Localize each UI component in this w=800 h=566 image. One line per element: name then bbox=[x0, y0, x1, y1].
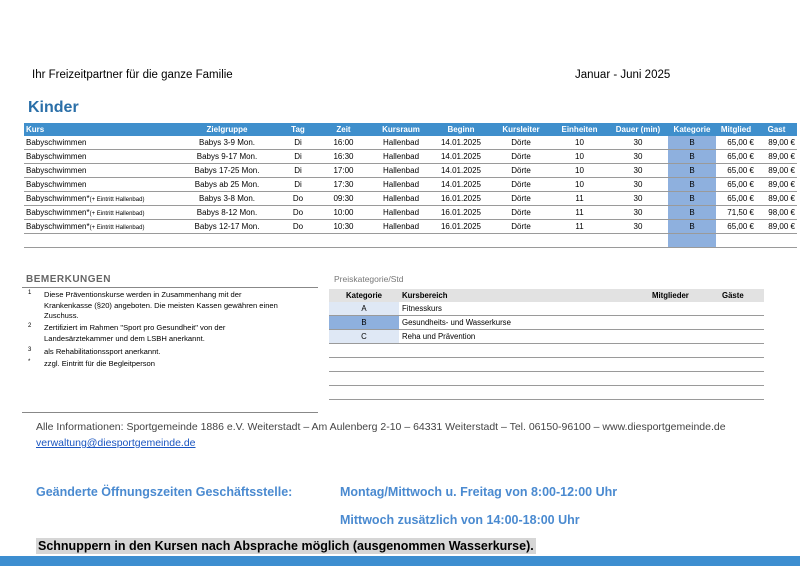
col-header-zielgruppe: Zielgruppe bbox=[174, 123, 280, 136]
cell-zeit: 09:30 bbox=[316, 192, 371, 206]
course-name: Babyschwimmen bbox=[26, 138, 87, 147]
cell-dauer: 30 bbox=[608, 136, 668, 150]
price-cell-empty bbox=[649, 358, 719, 372]
cell-raum: Hallenbad bbox=[371, 150, 431, 164]
cell-beginn: 14.01.2025 bbox=[431, 164, 491, 178]
col-header-kurs: Kurs bbox=[24, 123, 174, 136]
cell-ziel: Babys 9-17 Mon. bbox=[174, 150, 280, 164]
cell-einheiten: 10 bbox=[551, 164, 608, 178]
cell-kurs bbox=[24, 178, 174, 192]
price-header-kursbereich: Kursbereich bbox=[399, 289, 649, 302]
cell-kurs bbox=[24, 192, 174, 206]
cell-tag: Di bbox=[280, 150, 316, 164]
cell-dauer: 30 bbox=[608, 178, 668, 192]
price-cell-empty bbox=[329, 386, 399, 400]
price-cell-bereich: Gesundheits- und Wasserkurse bbox=[399, 316, 649, 330]
cell-zeit: 10:30 bbox=[316, 220, 371, 234]
remark-note bbox=[28, 359, 312, 370]
cell-kurs bbox=[24, 220, 174, 234]
cell-gast: 98,00 € bbox=[756, 206, 797, 220]
table-row bbox=[24, 206, 797, 220]
cell-einheiten: 10 bbox=[551, 178, 608, 192]
cell-empty bbox=[491, 234, 551, 248]
price-cell-empty bbox=[649, 344, 719, 358]
price-cell-gaeste bbox=[719, 302, 764, 316]
remark-line: zzgl. Eintritt für die Begleitperson bbox=[44, 359, 156, 368]
table-row bbox=[24, 164, 797, 178]
price-cell-empty bbox=[329, 372, 399, 386]
cell-tag: Di bbox=[280, 178, 316, 192]
price-cell-gaeste bbox=[719, 330, 764, 344]
remark-line: Zuschuss. bbox=[44, 311, 79, 320]
price-cell-empty bbox=[329, 358, 399, 372]
price-cell-empty bbox=[649, 386, 719, 400]
price-row bbox=[329, 302, 764, 316]
cell-tag: Do bbox=[280, 192, 316, 206]
remarks-title: BEMERKUNGEN bbox=[26, 274, 111, 285]
cell-raum: Hallenbad bbox=[371, 164, 431, 178]
cell-beginn: 16.01.2025 bbox=[431, 220, 491, 234]
cell-dauer: 30 bbox=[608, 220, 668, 234]
col-header-kursleiter: Kursleiter bbox=[491, 123, 551, 136]
cell-kategorie: B bbox=[668, 164, 716, 178]
price-cell-bereich: Reha und Prävention bbox=[399, 330, 649, 344]
price-cell-empty bbox=[719, 358, 764, 372]
remark-line: Landesärztekammer und dem LSBH anerkannt. bbox=[44, 333, 205, 343]
price-row-empty bbox=[329, 372, 764, 386]
cell-einheiten: 10 bbox=[551, 150, 608, 164]
cell-empty bbox=[608, 234, 668, 248]
price-cell-empty bbox=[399, 372, 649, 386]
office-hours-line1: Montag/Mittwoch u. Freitag von 8:00-12:00 Uhr bbox=[340, 485, 618, 499]
cell-einheiten: 11 bbox=[551, 220, 608, 234]
cell-tag: Do bbox=[280, 206, 316, 220]
cell-kategorie: B bbox=[668, 220, 716, 234]
cell-leiter: Dörte bbox=[491, 206, 551, 220]
col-header-gast: Gast bbox=[756, 123, 797, 136]
cell-empty bbox=[280, 234, 316, 248]
cell-tag: Di bbox=[280, 164, 316, 178]
header-tagline: Ihr Freizeitpartner für die ganze Familie bbox=[32, 69, 233, 81]
cell-zeit: 16:30 bbox=[316, 150, 371, 164]
course-name: Babyschwimmen bbox=[26, 180, 87, 189]
email-link[interactable]: verwaltung@diesportgemeinde.de bbox=[36, 437, 196, 449]
price-row-empty bbox=[329, 386, 764, 400]
cell-raum: Hallenbad bbox=[371, 220, 431, 234]
course-note: (+ Eintritt Hallenbad) bbox=[89, 225, 145, 231]
cell-empty bbox=[371, 234, 431, 248]
price-cell-mitglieder bbox=[649, 302, 719, 316]
price-row-empty bbox=[329, 358, 764, 372]
cell-gast: 89,00 € bbox=[756, 136, 797, 150]
section-title: Kinder bbox=[28, 99, 79, 116]
cell-zeit: 16:00 bbox=[316, 136, 371, 150]
col-header-mitglied: Mitglied bbox=[716, 123, 756, 136]
cell-mitglied: 65,00 € bbox=[716, 178, 756, 192]
remark-marker: 3 bbox=[28, 347, 32, 353]
cell-empty bbox=[24, 234, 174, 248]
price-cell-empty bbox=[719, 372, 764, 386]
cell-einheiten: 11 bbox=[551, 192, 608, 206]
col-header-kursraum: Kursraum bbox=[371, 123, 431, 136]
table-row bbox=[24, 136, 797, 150]
header-period: Januar - Juni 2025 bbox=[575, 69, 671, 81]
cell-empty bbox=[174, 234, 280, 248]
cell-tag: Di bbox=[280, 136, 316, 150]
cell-gast: 89,00 € bbox=[756, 192, 797, 206]
col-header-beginn: Beginn bbox=[431, 123, 491, 136]
cell-kategorie: B bbox=[668, 178, 716, 192]
remark-line: Krankenkasse (§20) angeboten. Die meisten Kassen gewähren einen bbox=[44, 300, 278, 310]
cell-dauer: 30 bbox=[608, 164, 668, 178]
cell-kategorie: B bbox=[668, 206, 716, 220]
price-header-kategorie: Kategorie bbox=[329, 289, 399, 302]
remark-line: als Rehabilitationssport anerkannt. bbox=[44, 347, 161, 356]
cell-raum: Hallenbad bbox=[371, 136, 431, 150]
price-cell-mitglieder bbox=[649, 316, 719, 330]
cell-mitglied: 65,00 € bbox=[716, 192, 756, 206]
courses-header-row bbox=[24, 123, 797, 136]
cell-beginn: 14.01.2025 bbox=[431, 136, 491, 150]
courses-table bbox=[24, 123, 797, 248]
col-header-kategorie: Kategorie bbox=[668, 123, 716, 136]
price-title: Preiskategorie/Std bbox=[334, 274, 404, 284]
price-cell-empty bbox=[399, 386, 649, 400]
table-row-empty bbox=[24, 234, 797, 248]
price-cell-kategorie: C bbox=[329, 330, 399, 344]
contact-info: Alle Informationen: Sportgemeinde 1886 e.V. Weiterstadt – Am Aulenberg 2-10 – 64331 Weiterstadt – Tel. 06150-96100 – www.diesportgemeinde.de bbox=[36, 421, 726, 433]
bottom-bar bbox=[0, 556, 800, 566]
cell-kurs bbox=[24, 136, 174, 150]
price-row bbox=[329, 330, 764, 344]
cell-kategorie: B bbox=[668, 136, 716, 150]
remark-note bbox=[28, 347, 312, 358]
col-header-tag: Tag bbox=[280, 123, 316, 136]
price-cell-empty bbox=[329, 344, 399, 358]
cell-raum: Hallenbad bbox=[371, 192, 431, 206]
office-hours-label: Geänderte Öffnungszeiten Geschäftsstelle: bbox=[36, 485, 293, 499]
remark-line: Diese Präventionskurse werden in Zusammenhang mit der bbox=[44, 290, 242, 299]
col-header-dauer: Dauer (min) bbox=[608, 123, 668, 136]
table-row bbox=[24, 178, 797, 192]
course-name: Babyschwimmen* bbox=[26, 194, 90, 203]
price-cell-empty bbox=[399, 344, 649, 358]
cell-ziel: Babys ab 25 Mon. bbox=[174, 178, 280, 192]
cell-kurs bbox=[24, 150, 174, 164]
course-note: (+ Eintritt Hallenbad) bbox=[89, 197, 145, 203]
price-cell-mitglieder bbox=[649, 330, 719, 344]
cell-tag: Do bbox=[280, 220, 316, 234]
cell-raum: Hallenbad bbox=[371, 178, 431, 192]
col-header-zeit: Zeit bbox=[316, 123, 371, 136]
price-cell-gaeste bbox=[719, 316, 764, 330]
cell-beginn: 16.01.2025 bbox=[431, 206, 491, 220]
cell-ziel: Babys 3-9 Mon. bbox=[174, 136, 280, 150]
cell-mitglied: 65,00 € bbox=[716, 164, 756, 178]
cell-zeit: 17:30 bbox=[316, 178, 371, 192]
remark-line: Zertifiziert im Rahmen "Sport pro Gesundheit" von der bbox=[44, 323, 226, 332]
course-name: Babyschwimmen* bbox=[26, 208, 90, 217]
cell-leiter: Dörte bbox=[491, 150, 551, 164]
cell-empty bbox=[716, 234, 756, 248]
cell-gast: 89,00 € bbox=[756, 220, 797, 234]
cell-empty bbox=[316, 234, 371, 248]
trial-note: Schnuppern in den Kursen nach Absprache möglich (ausgenommen Wasserkurse). bbox=[38, 539, 534, 553]
price-cell-kategorie: B bbox=[329, 316, 399, 330]
remark-note bbox=[28, 323, 312, 344]
price-cell-kategorie: A bbox=[329, 302, 399, 316]
remark-marker: 1 bbox=[28, 290, 32, 296]
table-row bbox=[24, 220, 797, 234]
course-name: Babyschwimmen bbox=[26, 166, 87, 175]
price-row bbox=[329, 316, 764, 330]
cell-gast: 89,00 € bbox=[756, 164, 797, 178]
cell-empty bbox=[551, 234, 608, 248]
office-hours-line2: Mittwoch zusätzlich von 14:00-18:00 Uhr bbox=[340, 513, 580, 527]
cell-mitglied: 65,00 € bbox=[716, 220, 756, 234]
remark-marker: * bbox=[28, 359, 31, 365]
cell-kategorie: B bbox=[668, 192, 716, 206]
cell-kurs bbox=[24, 164, 174, 178]
cell-mitglied: 65,00 € bbox=[716, 136, 756, 150]
price-cell-empty bbox=[399, 358, 649, 372]
cell-einheiten: 11 bbox=[551, 206, 608, 220]
cell-leiter: Dörte bbox=[491, 164, 551, 178]
cell-beginn: 14.01.2025 bbox=[431, 178, 491, 192]
price-header-mitglieder: Mitglieder bbox=[649, 289, 719, 302]
course-name: Babyschwimmen bbox=[26, 152, 87, 161]
cell-raum: Hallenbad bbox=[371, 206, 431, 220]
cell-kategorie: B bbox=[668, 150, 716, 164]
remarks-divider bbox=[22, 287, 318, 288]
cell-leiter: Dörte bbox=[491, 220, 551, 234]
cell-dauer: 30 bbox=[608, 206, 668, 220]
table-row bbox=[24, 192, 797, 206]
cell-mitglied: 71,50 € bbox=[716, 206, 756, 220]
cell-empty bbox=[431, 234, 491, 248]
price-table bbox=[329, 289, 764, 400]
cell-dauer: 30 bbox=[608, 192, 668, 206]
cell-mitglied: 65,00 € bbox=[716, 150, 756, 164]
price-cell-bereich: Fitnesskurs bbox=[399, 302, 649, 316]
price-cell-empty bbox=[719, 386, 764, 400]
cell-empty bbox=[756, 234, 797, 248]
cell-beginn: 14.01.2025 bbox=[431, 150, 491, 164]
table-row bbox=[24, 150, 797, 164]
col-header-einheiten: Einheiten bbox=[551, 123, 608, 136]
cell-leiter: Dörte bbox=[491, 178, 551, 192]
cell-dauer: 30 bbox=[608, 150, 668, 164]
cell-gast: 89,00 € bbox=[756, 178, 797, 192]
cell-kurs bbox=[24, 206, 174, 220]
price-header-gaeste: Gäste bbox=[719, 289, 764, 302]
price-cell-empty bbox=[649, 372, 719, 386]
cell-leiter: Dörte bbox=[491, 192, 551, 206]
cell-ziel: Babys 17-25 Mon. bbox=[174, 164, 280, 178]
cell-einheiten: 10 bbox=[551, 136, 608, 150]
cell-zeit: 10:00 bbox=[316, 206, 371, 220]
course-note: (+ Eintritt Hallenbad) bbox=[89, 211, 145, 217]
cell-ziel: Babys 8-12 Mon. bbox=[174, 206, 280, 220]
cell-beginn: 16.01.2025 bbox=[431, 192, 491, 206]
cell-ziel: Babys 3-8 Mon. bbox=[174, 192, 280, 206]
price-cell-empty bbox=[719, 344, 764, 358]
remarks-bottom-divider bbox=[22, 412, 318, 413]
price-header-row bbox=[329, 289, 764, 302]
remark-marker: 2 bbox=[28, 323, 32, 329]
cell-zeit: 17:00 bbox=[316, 164, 371, 178]
cell-empty bbox=[668, 234, 716, 248]
remark-note bbox=[28, 290, 312, 322]
cell-gast: 89,00 € bbox=[756, 150, 797, 164]
price-row-empty bbox=[329, 344, 764, 358]
cell-ziel: Babys 12-17 Mon. bbox=[174, 220, 280, 234]
cell-leiter: Dörte bbox=[491, 136, 551, 150]
course-name: Babyschwimmen* bbox=[26, 222, 90, 231]
